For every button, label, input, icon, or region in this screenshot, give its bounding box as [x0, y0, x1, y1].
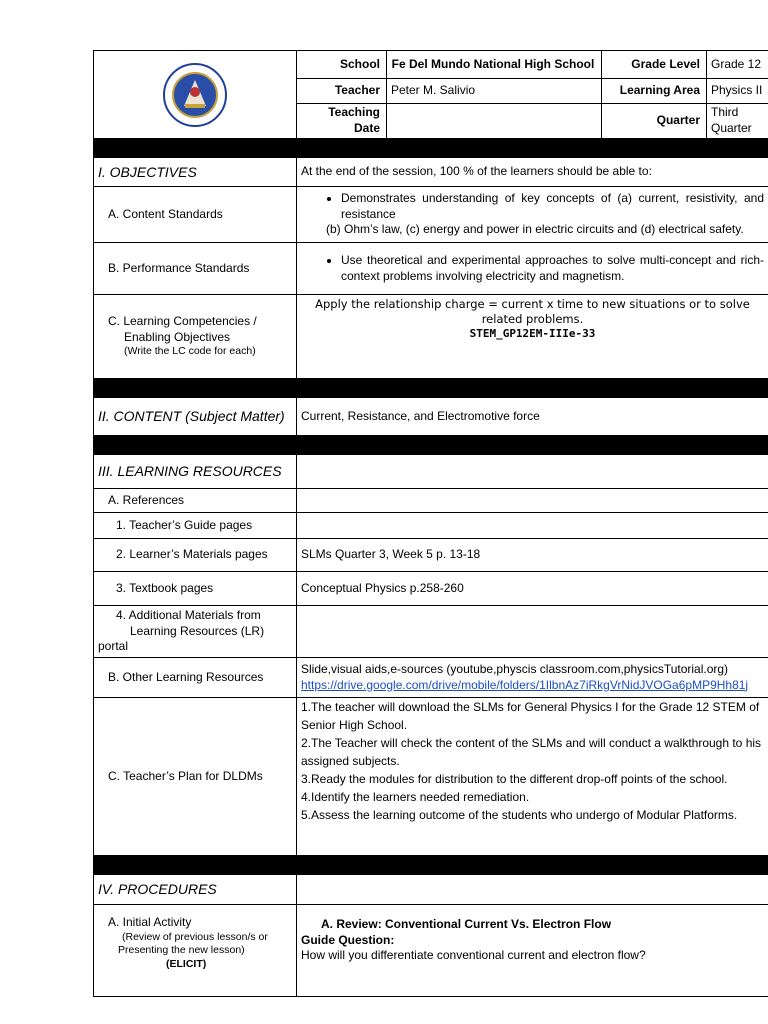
- learning-resources-title: III. LEARNING RESOURCES: [94, 455, 297, 489]
- section-divider: [94, 436, 768, 455]
- section-divider: [94, 379, 768, 398]
- initial-activity-sub-3: (ELICIT): [166, 957, 207, 970]
- section-divider: [94, 856, 768, 875]
- learning-competencies-value: [297, 295, 768, 379]
- additional-materials-label-3: portal: [98, 639, 129, 654]
- procedures-title: IV. PROCEDURES: [94, 875, 297, 905]
- initial-activity-row: [94, 905, 768, 997]
- teachers-guide-label: 1. Teacher’s Guide pages: [94, 513, 297, 539]
- content-standards-value: [297, 187, 768, 243]
- learning-competency-code: STEM_GP12EM-IIIe-33: [469, 326, 596, 340]
- lesson-plan-document: [93, 50, 768, 997]
- quarter-label: Quarter: [602, 104, 707, 139]
- additional-materials-row: [94, 606, 768, 658]
- section-divider: [94, 139, 768, 158]
- review-title: A. Review: Conventional Current Vs. Electron Flow: [321, 917, 612, 931]
- other-resources-text: Slide,visual aids,e-sources (youtube,physcis classroom.com,physicsTutorial.org): [301, 661, 729, 676]
- performance-standards-bullet: • Use theoretical and experimental approaches to solve multi-concept and rich-context problems involving electricity and magnetism.: [341, 253, 764, 284]
- quarter-value-line2: Quarter: [711, 121, 752, 135]
- school-value: Fe Del Mundo National High School: [387, 51, 602, 79]
- learning-resources-row: [94, 455, 768, 489]
- header-row-school: [94, 51, 768, 79]
- learners-materials-label: 2. Learner’s Materials pages: [94, 539, 297, 572]
- plan-item-3: 3.Ready the modules for distribution to the different drop-off points of the school.: [301, 772, 728, 786]
- textbook-label: 3. Textbook pages: [94, 572, 297, 606]
- initial-activity-value: [297, 905, 768, 997]
- teacher-value: Peter M. Salivio: [387, 79, 602, 104]
- learning-competencies-label-2: Enabling Objectives: [124, 329, 231, 344]
- teaching-date-label: Teaching Date: [297, 104, 387, 139]
- lesson-plan-table: [93, 50, 768, 997]
- learners-materials-row: [94, 539, 768, 572]
- other-resources-label: B. Other Learning Resources: [94, 658, 297, 698]
- plan-item-2: 2.The Teacher will check the content of the SLMs and will conduct a walkthrough to his assigned subjects.: [301, 736, 762, 768]
- quarter-value-line1: Third: [711, 105, 739, 120]
- additional-materials-value: [297, 606, 768, 658]
- procedures-row: [94, 875, 768, 905]
- logo-cell: [94, 51, 297, 139]
- teachers-plan-value: [297, 698, 768, 856]
- plan-item-5: 5.Assess the learning outcome of the students who undergo of Modular Platforms.: [301, 808, 738, 822]
- initial-activity-title: A. Initial Activity: [108, 915, 192, 929]
- teacher-label: Teacher: [297, 79, 387, 104]
- additional-materials-label-1: 4. Additional Materials from: [116, 608, 261, 623]
- learning-competencies-label-1: C. Learning Competencies /: [108, 314, 257, 329]
- drive-link[interactable]: https://drive.google.com/drive/mobile/folders/1IlbnAz7iRkgVrNidJVOGa6pMP9Hh81j: [301, 677, 749, 692]
- content-standards-label: A. Content Standards: [94, 187, 297, 243]
- content-standards-bullet: • Demonstrates understanding of key concepts of (a) current, resistivity, and resistance: [341, 191, 764, 222]
- additional-materials-label: [94, 606, 297, 658]
- guide-question-text: How will you differentiate conventional current and electron flow?: [301, 948, 646, 963]
- initial-activity-label: [94, 905, 297, 997]
- performance-standards-label: B. Performance Standards: [94, 243, 297, 295]
- content-value: Current, Resistance, and Electromotive force: [297, 398, 768, 436]
- teaching-date-value: [387, 104, 602, 139]
- plan-item-1: 1.The teacher will download the SLMs for General Physics I for the Grade 12 STEM of Senior High School.: [301, 700, 760, 732]
- learning-competency-text: Apply the relationship charge = current x time to new situations or to solve related problems.: [315, 297, 750, 326]
- other-resources-value: [297, 658, 768, 698]
- references-row: [94, 489, 768, 513]
- learning-competencies-label-3: (Write the LC code for each): [124, 345, 256, 358]
- grade-level-value: Grade 12: [707, 51, 768, 79]
- content-standards-row: [94, 187, 768, 243]
- learning-area-label: Learning Area: [602, 79, 707, 104]
- content-title: II. CONTENT (Subject Matter): [94, 398, 297, 436]
- deped-seal-icon: [160, 62, 230, 128]
- school-label: School: [297, 51, 387, 79]
- quarter-value: [707, 104, 768, 139]
- textbook-row: [94, 572, 768, 606]
- learners-materials-value: SLMs Quarter 3, Week 5 p. 13-18: [297, 539, 768, 572]
- content-standards-extra: (b) Ohm’s law, (c) energy and power in electric circuits and (d) electrical safety.: [326, 222, 744, 237]
- performance-standards-value: [297, 243, 768, 295]
- objectives-intro: At the end of the session, 100 % of the learners should be able to:: [297, 158, 768, 187]
- learning-area-value: Physics II: [707, 79, 768, 104]
- plan-item-4: 4.Identify the learners needed remediation.: [301, 790, 530, 804]
- learning-competencies-label: [94, 295, 297, 379]
- objectives-title: I. OBJECTIVES: [94, 158, 297, 187]
- teachers-guide-row: [94, 513, 768, 539]
- textbook-value: Conceptual Physics p.258-260: [297, 572, 768, 606]
- additional-materials-label-2: Learning Resources (LR): [130, 623, 265, 638]
- learning-competencies-row: [94, 295, 768, 379]
- teachers-plan-label: C. Teacher’s Plan for DLDMs: [94, 698, 297, 856]
- guide-question-label: Guide Question:: [301, 932, 395, 947]
- performance-standards-row: [94, 243, 768, 295]
- objectives-row: [94, 158, 768, 187]
- grade-level-label: Grade Level: [602, 51, 707, 79]
- initial-activity-sub-1: (Review of previous lesson/s or: [122, 930, 268, 943]
- references-label: A. References: [94, 489, 297, 513]
- content-row: [94, 398, 768, 436]
- teachers-guide-value: [297, 513, 768, 539]
- initial-activity-sub-2: Presenting the new lesson): [118, 944, 245, 957]
- teachers-plan-row: [94, 698, 768, 856]
- other-resources-row: [94, 658, 768, 698]
